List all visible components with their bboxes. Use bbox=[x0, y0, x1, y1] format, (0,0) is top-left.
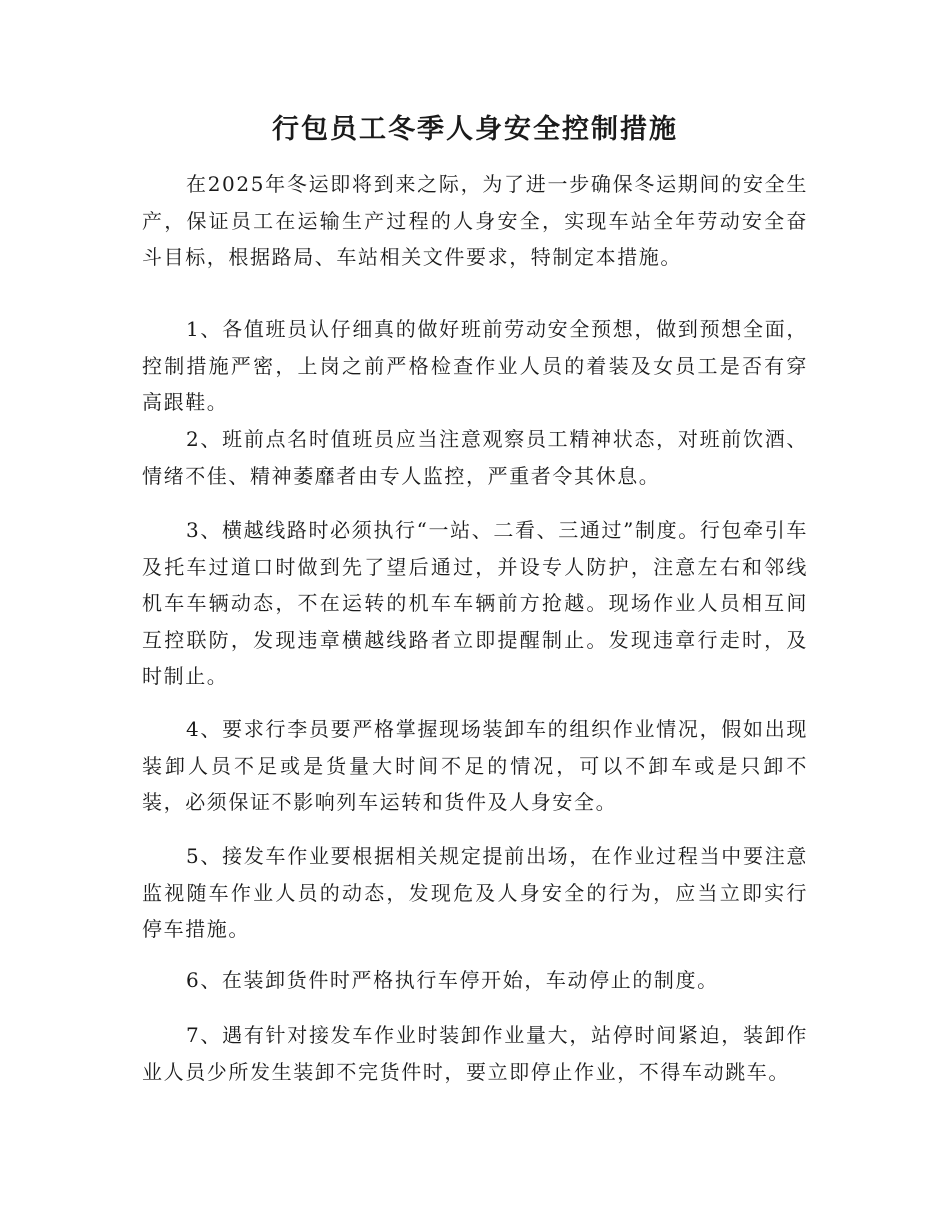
intro-paragraph: 在2025年冬运即将到来之际，为了进一步确保冬运期间的安全生产，保证员工在运输生产过程的人身安全，实现车站全年劳动安全奋斗目标，根据路局、车站相关文件要求，特制定本措施。 bbox=[142, 172, 808, 269]
measure-item-5: 5、接发车作业要根据相关规定提前出场，在作业过程当中要注意监视随车作业人员的动态，发现危及人身安全的行为，应当立即实行停车措施。 bbox=[142, 844, 808, 941]
measure-item-4: 4、要求行李员要严格掌握现场装卸车的组织作业情况，假如出现装卸人员不足或是货量大时间不足的情况，可以不卸车或是只卸不装，必须保证不影响列车运转和货件及人身安全。 bbox=[142, 717, 808, 814]
measure-item-2: 2、班前点名时值班员应当注意观察员工精神状态，对班前饮酒、情绪不佳、精神萎靡者由专人监控，严重者令其休息。 bbox=[142, 427, 808, 488]
document-title: 行包员工冬季人身安全控制措施 bbox=[272, 114, 678, 145]
measure-item-7: 7、遇有针对接发车作业时装卸作业量大，站停时间紧迫，装卸作业人员少所发生装卸不完货件时，要立即停止作业，不得车动跳车。 bbox=[142, 1023, 808, 1084]
measure-item-1: 1、各值班员认仔细真的做好班前劳动安全预想，做到预想全面，控制措施严密，上岗之前严格检查作业人员的着装及女员工是否有穿高跟鞋。 bbox=[142, 317, 808, 414]
measure-item-6: 6、在装卸货件时严格执行车停开始，车动停止的制度。 bbox=[186, 968, 719, 992]
measure-item-3: 3、横越线路时必须执行“一站、二看、三通过”制度。行包牵引车及托车过道口时做到先了望后通过，并设专人防护，注意左右和邻线机车车辆动态，不在运转的机车车辆前方抢越。现场作业人员相互间互控联防，发现违章横越线路者立即提醒制止。发现违章行走时，及时制止。 bbox=[142, 518, 808, 688]
